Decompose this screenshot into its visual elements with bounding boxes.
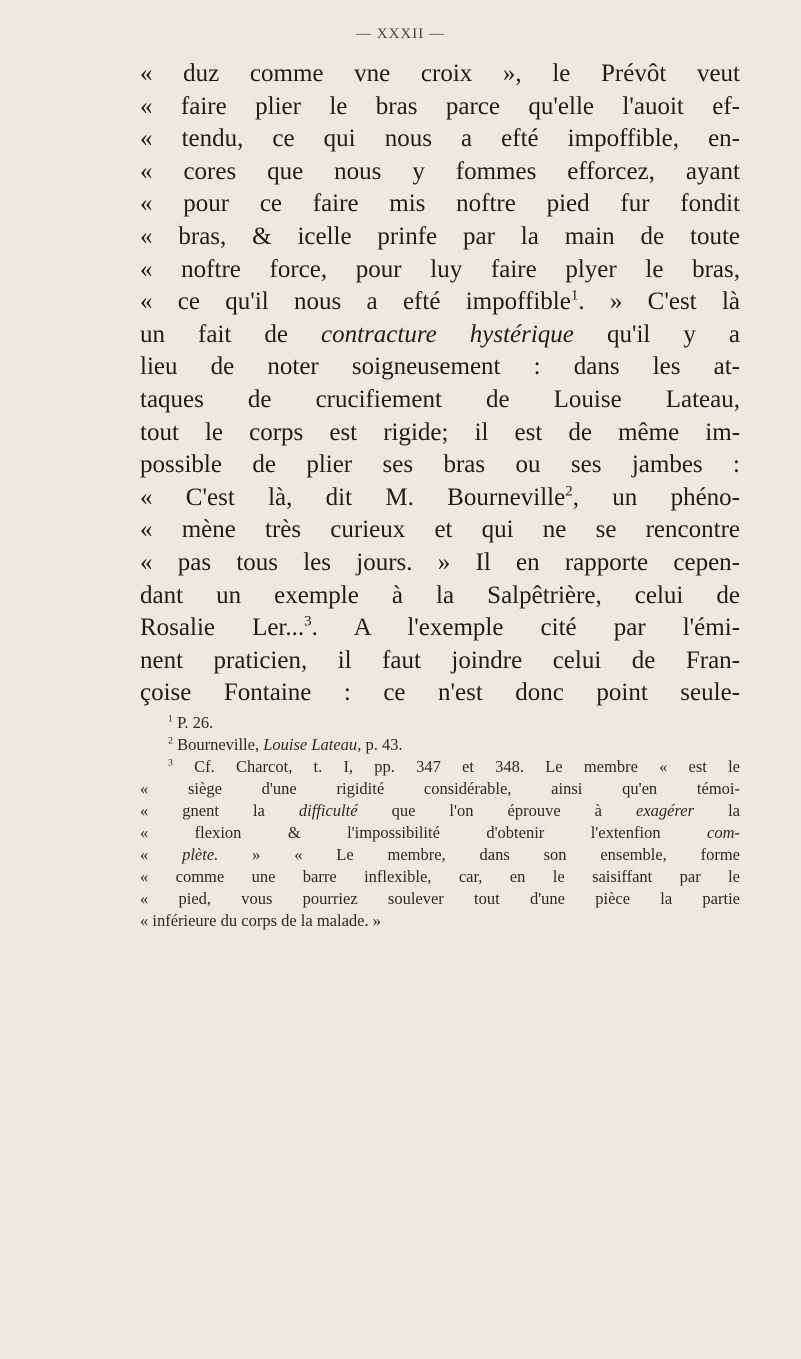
text-line: « noftre force, pour luy faire plyer le bras, (140, 255, 740, 283)
footnote-ref-1: 1 (570, 287, 579, 304)
footnote-3-line: « pied, vous pourriez soulever tout d'une pièce la partie (140, 889, 740, 908)
text-line: tout le corps est rigide; il est de même im- (140, 418, 740, 446)
footnote-2: $^2$ Bourneville, Louise Lateau, p. 43. (168, 735, 403, 754)
text-line: nent praticien, il faut joindre celui de Fran- (140, 646, 740, 674)
footnote-1: $^1$ P. 26. (168, 713, 214, 732)
footnotes-block (140, 712, 740, 932)
running-head-page-number: — XXXII — (356, 26, 445, 42)
footnote-3-line: « gnent la difficulté que l'on éprouve à exagérer la (140, 801, 740, 820)
text-line: « cores que nous y fommes efforcez, ayant (140, 157, 740, 185)
text-line: dant un exemple à la Salpêtrière, celui de (140, 581, 740, 609)
text-line: « pas tous les jours. » Il en rapporte cepen- (140, 548, 740, 576)
main-text-block (140, 58, 740, 710)
footnote-ref-3: 3 (304, 613, 312, 630)
text-line: Rosalie Ler...$^3$. A l'exemple cité par l'émi- (140, 613, 740, 642)
text-line: çoise Fontaine : ce n'est donc point seule- (140, 679, 740, 707)
text-line: « ce qu'il nous a efté impoffible$^1$. » C'est là (140, 287, 740, 316)
text-line: « pour ce faire mis noftre pied fur fondit (140, 190, 740, 218)
text-line: « faire plier le bras parce qu'elle l'auoit ef- (140, 92, 740, 120)
text-line: lieu de noter soigneusement : dans les at- (140, 353, 740, 381)
text-line: « C'est là, dit M. Bourneville$^2$, un phéno- (140, 483, 740, 511)
text-line: « duz comme vne croix », le Prévôt veut (140, 60, 740, 87)
text-line: un fait de contracture hystérique qu'il y a (140, 320, 740, 348)
footnote-3-line: « flexion & l'impossibilité d'obtenir l'extenfion com- (140, 823, 740, 842)
footnote-3-line: « plète. » « Le membre, dans son ensemble, forme (140, 845, 740, 864)
text-line: « bras, & icelle prinfe par la main de toute (140, 222, 740, 250)
footnote-3: $^3$ Cf. Charcot, t. I, pp. 347 et 348. Le membre « est le (168, 757, 740, 776)
text-line: taques de crucifiement de Louise Lateau, (140, 385, 740, 413)
text-line: possible de plier ses bras ou ses jambes : (140, 451, 740, 479)
text-line: « mène très curieux et qui ne se rencontre (140, 516, 740, 544)
italic-term: contracture hystérique (321, 320, 574, 348)
footnote-ref-2: 2 (565, 483, 573, 500)
footnote-3-line: « comme une barre inflexible, car, en le saisiffant par le (140, 867, 740, 886)
footnote-3-line: « inférieure du corps de la malade. » (140, 911, 381, 930)
text-line: « tendu, ce qui nous a efté impoffible, en- (140, 125, 740, 153)
footnote-3-line: « siège d'une rigidité considérable, ainsi qu'en témoi- (140, 779, 740, 798)
